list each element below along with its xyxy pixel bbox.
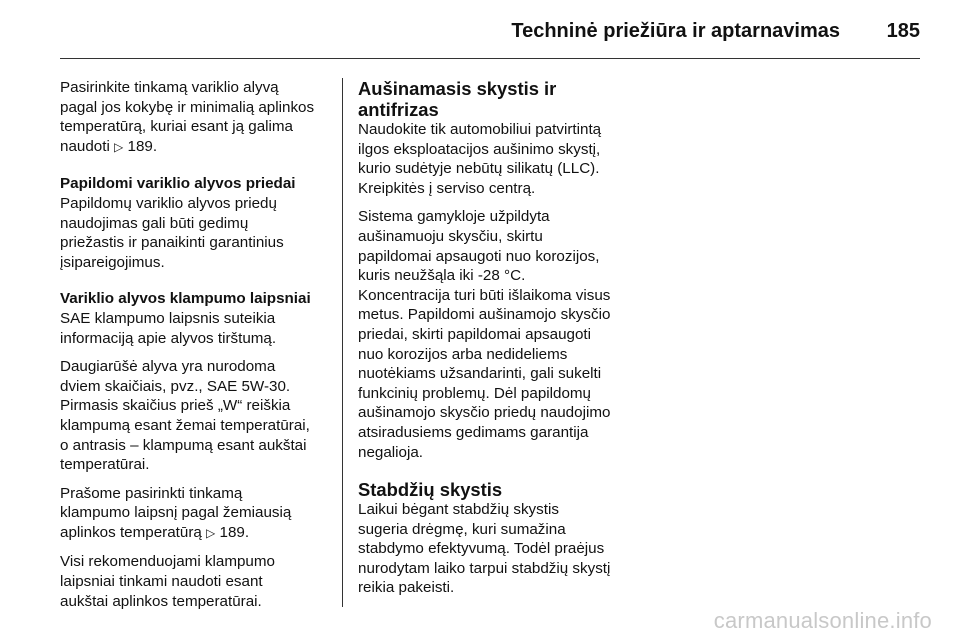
text-line: priežastis ir panaikinti garantinius [60, 234, 284, 252]
brake-fluid-paragraph [358, 500, 630, 598]
additives-paragraph [60, 194, 328, 272]
text-line: aušinamuoju skysčiu, skirtu [358, 227, 543, 245]
header-title: Techninė priežiūra ir aptarnavimas [511, 20, 840, 42]
column-divider [342, 78, 343, 607]
section-heading-additives: Papildomi variklio alyvos priedai [60, 175, 296, 193]
text-line: kuris neužšąla iki -28 °C. [358, 267, 526, 285]
coolant-paragraph-2 [358, 207, 630, 462]
text-line: ilgos eksploatacijos aušinimo skystį, [358, 140, 601, 158]
section-heading-viscosity: Variklio alyvos klampumo laipsniai [60, 290, 311, 308]
text-line: reikia pakeisti. [358, 579, 455, 597]
text-line: nuo korozijos arba nedideliems [358, 345, 568, 363]
text-line: SAE klampumo laipsnis suteikia [60, 309, 276, 327]
text-line: nuotėkiams užsandarinti, gali sukelti [358, 365, 602, 383]
text-line: Naudokite tik automobiliui patvirtintą [358, 121, 602, 138]
page-reference-arrow-icon: ▷ [114, 139, 124, 154]
text-line: papildomai apsaugoti nuo korozijos, [358, 247, 600, 265]
text-line: Daugiarūšė alyva yra nurodoma [60, 358, 276, 376]
text-line: metus. Papildomi aušinamojo skysčio [358, 306, 611, 324]
text-line: laipsniai tinkami naudoti esant [60, 573, 263, 591]
text-line: aušinamojo skysčio priedų naudojimo [358, 404, 611, 422]
text-line: Prašome pasirinkti tinkamą [60, 484, 243, 502]
text-line: informaciją apie alyvos tirštumą. [60, 329, 277, 347]
text-line: aukštai aplinkos temperatūrai. [60, 592, 262, 610]
page-reference-arrow-icon: ▷ [206, 525, 216, 540]
text-line: o antrasis – klampumą esant aukštai [60, 436, 307, 454]
page-reference-link[interactable]: 189. [219, 523, 250, 541]
text-line: naudoti [60, 137, 115, 155]
header-rule [60, 58, 920, 59]
text-line: temperatūrą, kuriai esant ją galima [60, 118, 293, 136]
right-column [358, 78, 630, 607]
text-line: kurio sudėtyje nebūtų silikatų (LLC). [358, 160, 600, 178]
text-line: Papildomų variklio alyvos priedų [60, 194, 277, 212]
text-line: Pasirinkite tinkamą variklio alyvą [60, 79, 279, 96]
text-line: negalioja. [358, 443, 424, 461]
text-line: naudojimas gali būti gedimų [60, 214, 249, 232]
text-line: atsiradusiems gedimams garantija [358, 423, 589, 441]
text-line: stabdymo efektyvumą. Todėl praėjus [358, 540, 605, 558]
text-line: pagal jos kokybę ir minimalią aplinkos [60, 98, 315, 116]
text-line: Laikui bėgant stabdžių skystis [358, 501, 559, 519]
viscosity-paragraph-2 [60, 357, 328, 475]
viscosity-paragraph-3 [60, 484, 328, 544]
text-line: nurodytam laiko tarpui stabdžių skystį [358, 559, 611, 577]
page-header [0, 0, 960, 60]
text-line: Sistema gamykloje užpildyta [358, 208, 550, 226]
text-line: sugeria drėgmę, kuri sumažina [358, 520, 566, 538]
text-line: temperatūrai. [60, 456, 150, 474]
section-heading-brake-fluid: Stabdžių skystis [358, 479, 503, 501]
text-line: klampumą esant žemai temperatūrai, [60, 416, 310, 434]
text-line: Kreipkitės į serviso centrą. [358, 179, 536, 197]
viscosity-paragraph-1 [60, 309, 328, 348]
text-line: priedai, skirti papildomai apsaugoti [358, 325, 592, 343]
text-line: Visi rekomenduojami klampumo [60, 553, 275, 571]
coolant-paragraph-1 [358, 120, 630, 198]
watermark: carmanualsonline.info [713, 608, 932, 633]
text-line: įsipareigojimus. [60, 253, 165, 271]
text-line: funkcinių problemų. Dėl papildomų [358, 384, 592, 402]
section-heading-coolant: Aušinamasis skystis ir antifrizas [358, 78, 557, 120]
text-line: Koncentracija turi būti išlaikoma visus [358, 286, 611, 304]
left-column [60, 78, 328, 620]
text-line: dviem skaičiais, pvz., SAE 5W-30. [60, 377, 291, 395]
text-line: Pirmasis skaičius prieš „W“ reiškia [60, 397, 291, 415]
oil-selection-paragraph [60, 78, 328, 157]
page-number: 185 [886, 20, 920, 42]
page-reference-link[interactable]: 189. [127, 137, 158, 155]
text-line: aplinkos temperatūrą [60, 523, 207, 541]
text-line: klampumo laipsnį pagal žemiausią [60, 504, 292, 522]
viscosity-paragraph-4 [60, 552, 328, 611]
